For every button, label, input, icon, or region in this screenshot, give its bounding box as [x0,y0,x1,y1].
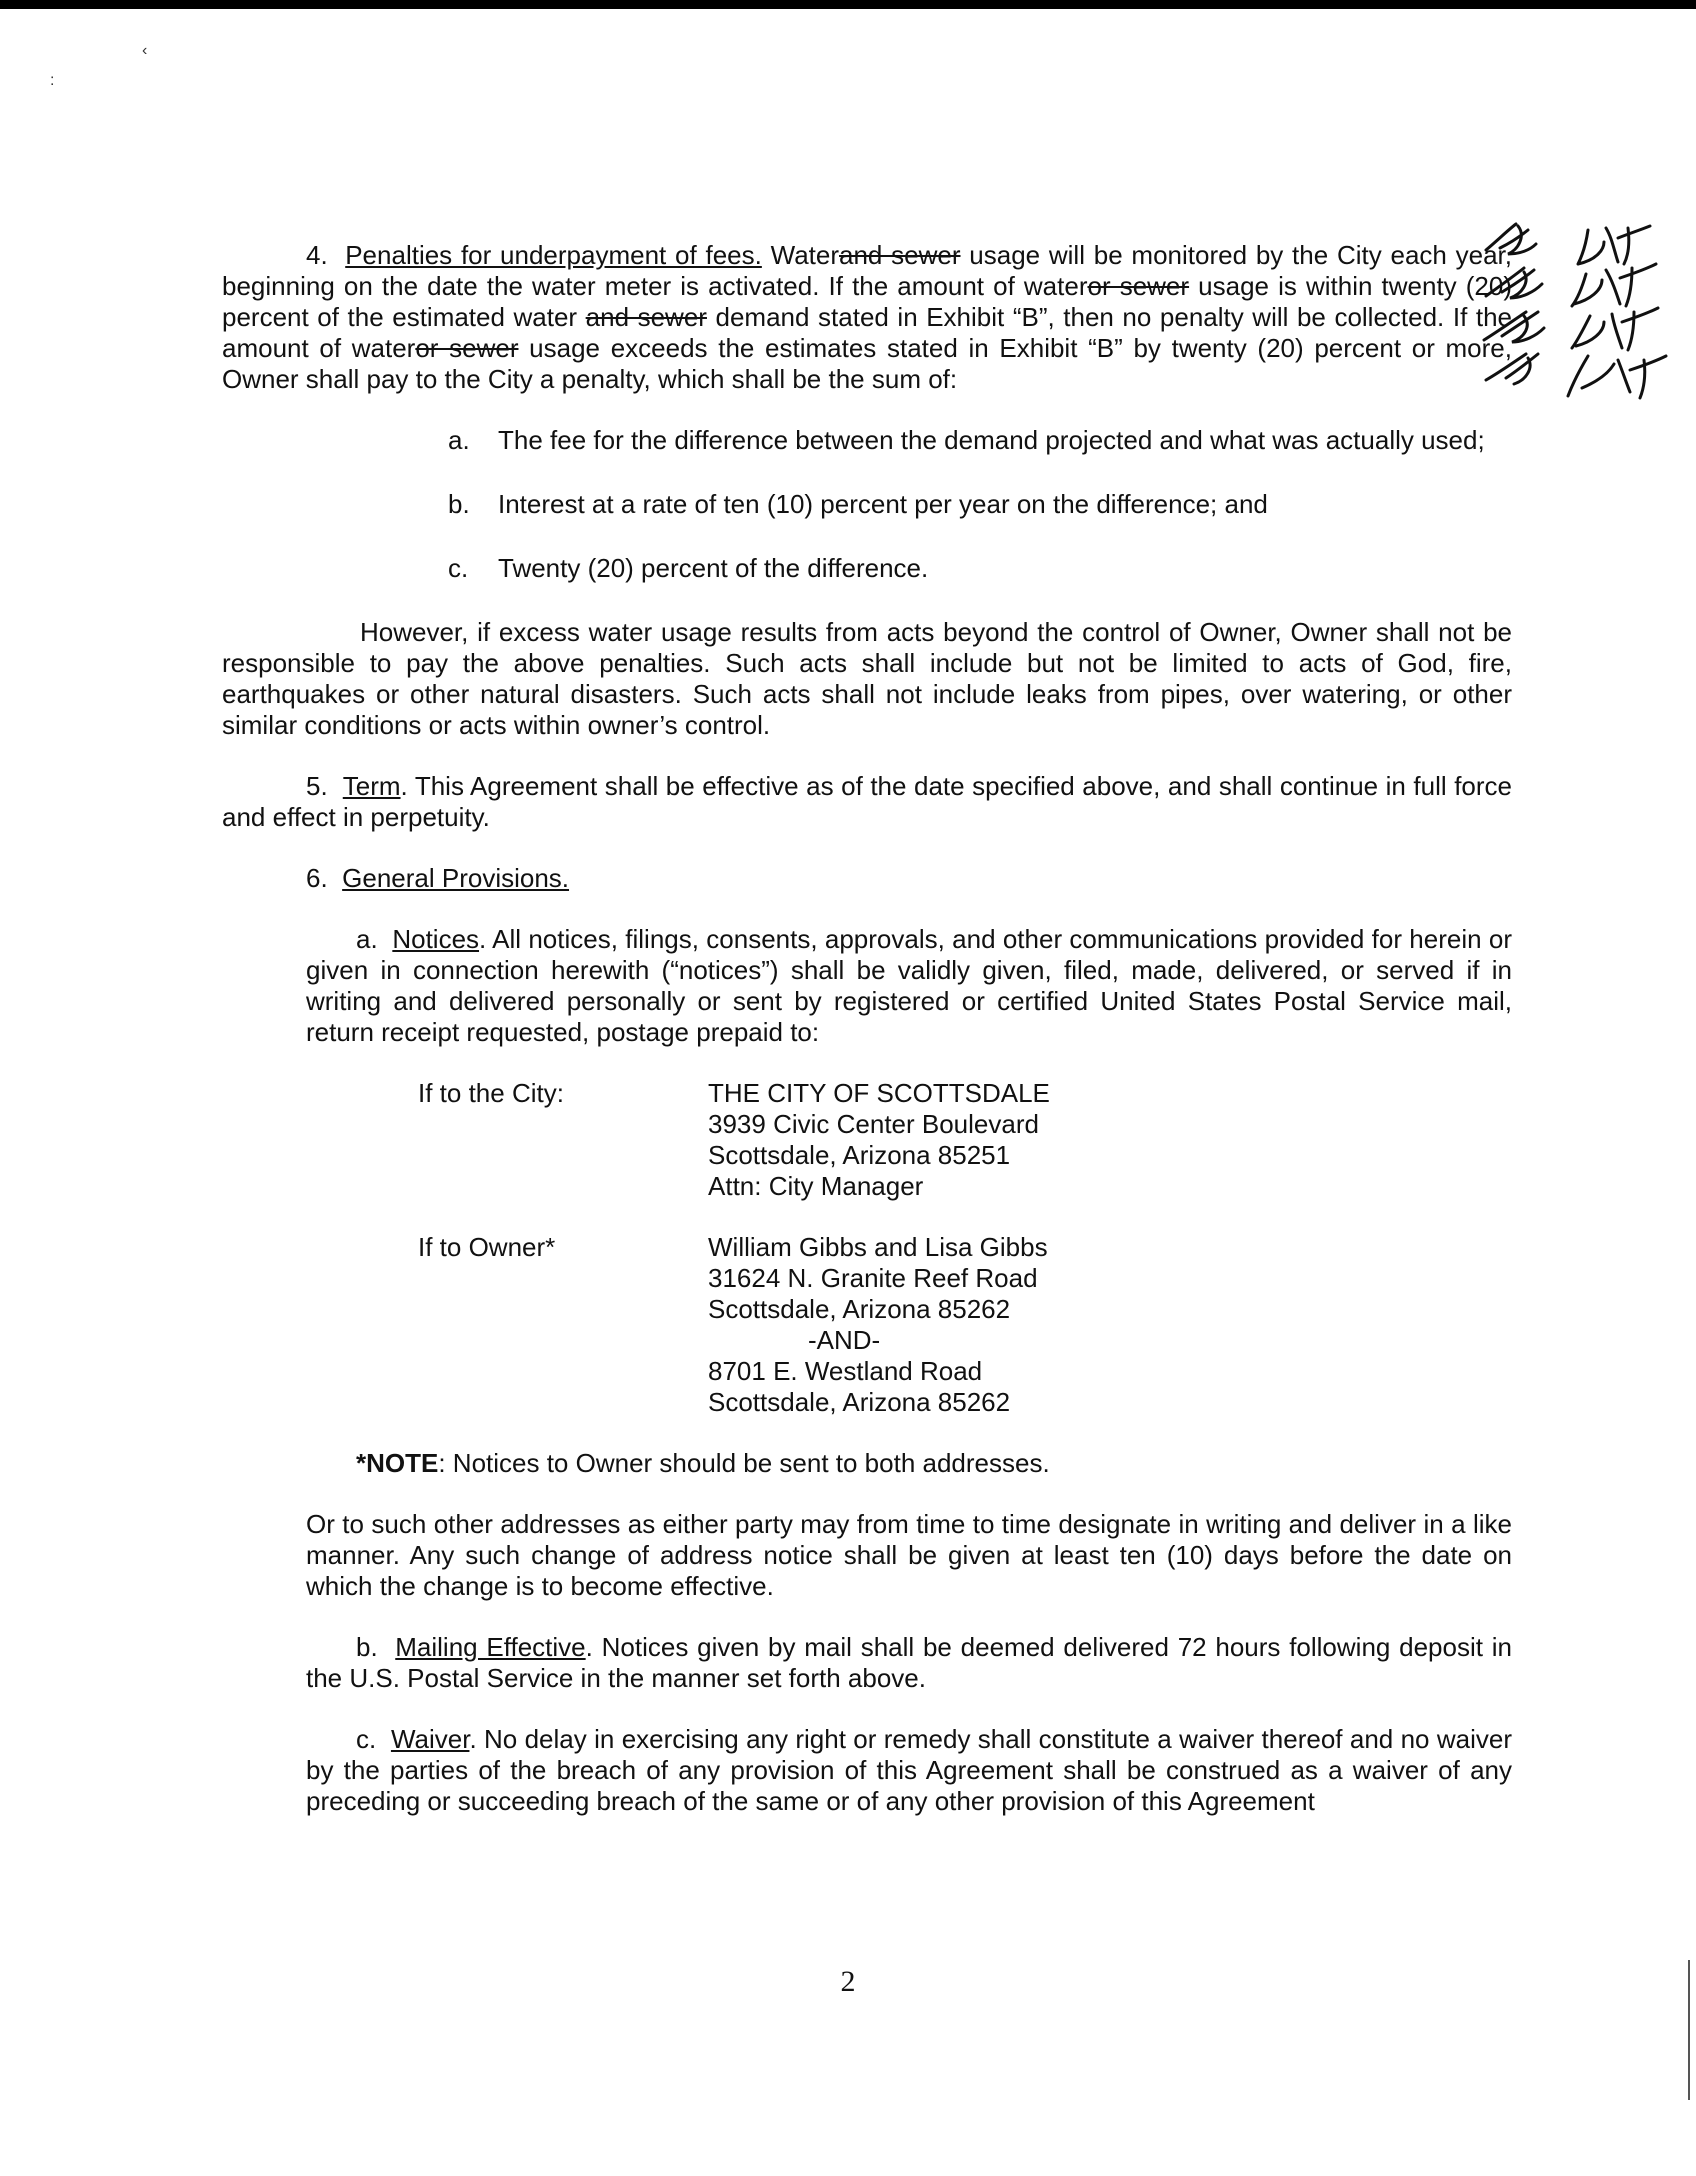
penalty-item-letter: b. [448,489,470,519]
waiver-heading: Waiver [390,1724,470,1754]
section-6-heading-line [222,863,1512,894]
address-line: William Gibbs and Lisa Gibbs [708,1232,1048,1262]
penalty-item-letter: a. [448,425,470,455]
struck-text: or sewer [415,333,519,363]
section-4-heading: Penalties for underpayment of fees. [345,240,762,270]
city-address-label: If to the City: [418,1078,564,1108]
section-4-paragraph [222,240,1512,395]
penalty-item-text: Twenty (20) percent of the difference. [498,553,929,583]
address-line: Scottsdale, Arizona 85251 [708,1140,1011,1170]
page-number: 2 [840,1965,856,1998]
address-line: Scottsdale, Arizona 85262 [708,1387,1011,1417]
section-6-number: 6. [306,863,328,893]
struck-text: and sewer [585,302,707,332]
note-text: : Notices to Owner should be sent to both addresses. [438,1448,1050,1478]
scan-top-border [0,0,1696,9]
penalty-item [222,553,1512,584]
penalty-item [222,425,1512,456]
section-4-text: usage will be monitored by the City each year, beginning on the date the water meter is activated. If the amount of water [222,240,1513,301]
however-paragraph: However, if excess water usage results from acts beyond the control of Owner, Owner shall not be responsible to pay the above penalties. Such acts shall include but not be limited to acts of God, fire, earthquakes or other natural disasters. Such acts shall not include leaks from pipes, over watering, or other similar conditions or acts within owner’s control. [222,617,1512,740]
section-5-text: . This Agreement shall be effective as of the date specified above, and shall continue in full force and effect in perpetuity. [222,771,1512,832]
mailing-heading: Mailing Effective [395,1632,586,1662]
section-5-heading: Term [342,771,401,801]
section-5-paragraph [222,771,1512,833]
owner-address-lines [708,1232,1048,1418]
section-4-text: usage is within twenty (20) percent of the estimated water [222,271,1512,332]
section-5-number: 5. [306,771,328,801]
note-label: *NOTE [356,1448,439,1478]
waiver-paragraph [306,1724,1512,1817]
notices-text: . All notices, filings, consents, approvals, and other communications provided for herein or given in connection herewith (“notices”) shall be validly given, filed, made, delivered, or served if in writing and delivered personally or sent by registered or certified United States Postal Service mail, return receipt requested, postage prepaid to: [306,924,1513,1047]
owner-address-block [418,1232,1512,1418]
section-4-number: 4. [306,240,328,270]
section-6-heading: General Provisions. [342,863,570,893]
scan-margin-line [1688,1960,1690,2100]
mailing-effective-paragraph [306,1632,1512,1694]
section-4-text: usage exceeds the estimates stated in Exhibit “B” by twenty (20) percent or more, Owner shall pay to the City a penalty, which shall be the sum of: [222,333,1512,394]
penalty-item-text: The fee for the difference between the demand projected and what was actually used; [498,425,1485,455]
address-line: 3939 Civic Center Boulevard [708,1109,1039,1139]
struck-text: and sewer [839,240,961,270]
penalty-item [222,489,1512,520]
address-line: Attn: City Manager [708,1171,924,1201]
or-paragraph: Or to such other addresses as either party may from time to time designate in writing and deliver in a like manner. Any such change of address notice shall be given at least ten (10) days before the date on which the change is to become effective. [306,1509,1512,1601]
waiver-letter: c. [356,1724,377,1754]
note-paragraph [356,1448,1512,1479]
section-4-text: Water [761,240,840,270]
address-line: 8701 E. Westland Road [708,1356,983,1386]
address-line: Scottsdale, Arizona 85262 [708,1294,1011,1324]
notices-paragraph [306,924,1512,1048]
waiver-text: . No delay in exercising any right or remedy shall constitute a waiver thereof and no waiver by the parties of the breach of any provision of this Agreement shall be construed as a waiver of any preceding or succeeding breach of the same or of any other provision of this Agreement [306,1724,1512,1816]
penalty-item-text: Interest at a rate of ten (10) percent per year on the difference; and [498,489,1268,519]
document-body [222,240,1512,1847]
city-address-lines [708,1078,1050,1202]
notices-letter: a. [356,924,378,954]
penalty-item-letter: c. [448,553,469,583]
section-4-text: demand stated in Exhibit “B”, then no penalty will be collected. If the amount of water [222,302,1512,363]
owner-address-label: If to Owner* [418,1232,556,1262]
struck-text: or sewer [1087,271,1190,301]
notices-heading: Notices [392,924,480,954]
mailing-text: . Notices given by mail shall be deemed delivered 72 hours following deposit in the U.S. Postal Service in the manner set forth above. [306,1632,1512,1693]
address-separator: -AND- [808,1325,881,1355]
scan-speck: : [50,72,55,89]
city-address-block [418,1078,1512,1202]
address-line: THE CITY OF SCOTTSDALE [708,1078,1050,1108]
address-line: 31624 N. Granite Reef Road [708,1263,1038,1293]
scan-speck: ‹ [142,42,148,59]
mailing-letter: b. [356,1632,378,1662]
